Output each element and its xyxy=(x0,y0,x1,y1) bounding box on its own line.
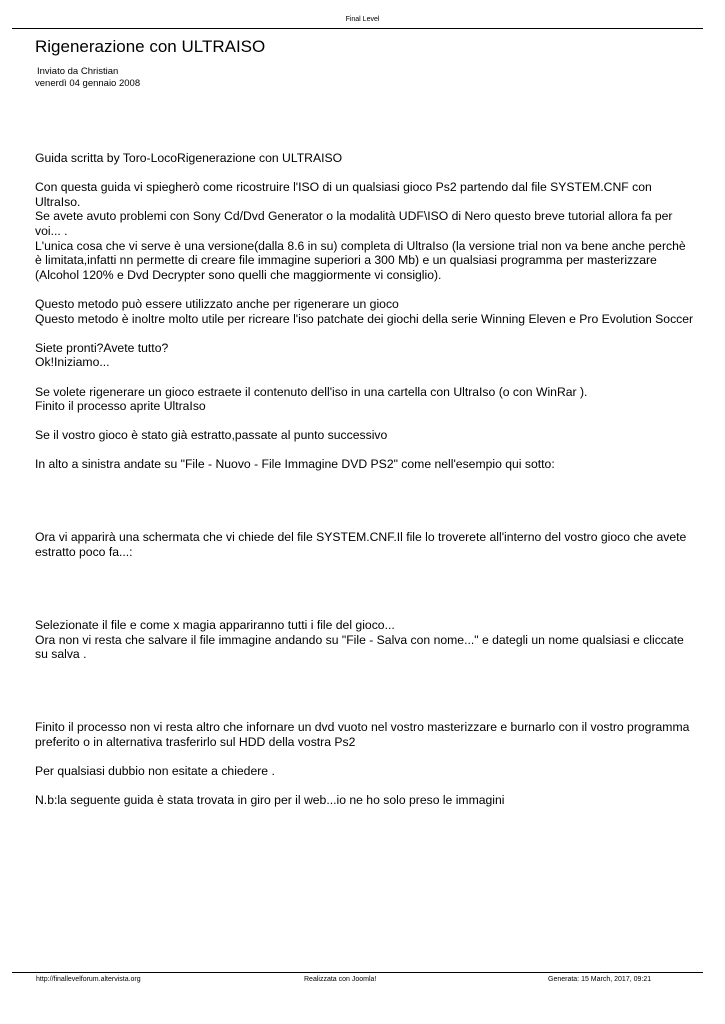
article-title: Rigenerazione con ULTRAISO xyxy=(35,37,266,56)
site-title: Final Level xyxy=(345,16,380,23)
header-divider xyxy=(12,28,703,29)
article-author: Inviato da Christian xyxy=(37,66,119,77)
paragraph-spacer xyxy=(35,589,695,604)
footer-generated-date: Generata: 15 March, 2017, 09:21 xyxy=(548,976,652,983)
paragraph-spacer xyxy=(35,166,695,181)
paragraph-spacer xyxy=(35,706,695,721)
article-date: venerdì 04 gennaio 2008 xyxy=(35,78,141,89)
paragraph-spacer xyxy=(35,370,695,385)
paragraph-spacer xyxy=(35,472,695,487)
footer-url[interactable]: http://finallevelforum.altervista.org xyxy=(36,976,141,983)
paragraph-spacer xyxy=(35,282,695,297)
paragraph-spacer xyxy=(35,501,695,516)
article-paragraph: Guida scritta by Toro-LocoRigenerazione con ULTRAISO xyxy=(35,151,343,165)
footer-powered-by: Realizzata con Joomla! xyxy=(304,976,377,983)
article-paragraph: Se il vostro gioco è stato già estratto,passate al punto successivo xyxy=(35,428,388,443)
paragraph-spacer xyxy=(35,414,695,429)
paragraph-spacer xyxy=(35,574,695,589)
article-paragraph: Questo metodo può essere utilizzato anche per rigenerare un gioco xyxy=(35,296,399,311)
paragraph-spacer xyxy=(35,749,695,764)
article-paragraph: Per qualsiasi dubbio non esitate a chiedere . xyxy=(35,763,275,778)
article-paragraph: In alto a sinistra andate su "File - Nuovo - File Immagine DVD PS2" come nell'esempio qui sotto: xyxy=(35,457,555,472)
article-paragraph: Questo metodo è inoltre molto utile per ricreare l'iso patchate dei giochi della serie Winning Eleven e Pro Evolution Soccer xyxy=(35,311,694,326)
article-body xyxy=(35,151,695,808)
paragraph-spacer xyxy=(35,487,695,502)
article-paragraph: Ok!Iniziamo... xyxy=(35,355,110,370)
paragraph-spacer xyxy=(35,326,695,341)
article-paragraph: Siete pronti?Avete tutto? xyxy=(35,340,169,355)
paragraph-spacer xyxy=(35,691,695,706)
article-paragraph: L'unica cosa che vi serve è una versione(dalla 8.6 in su) completa di UltraIso (la versione trial non va bene anche perchè è limitata,infatti nn permette di creare file immagine superiori a 300 Mb) e un qualsiasi programma per masterizzare (Alcohol 120% e Dvd Decrypter sono quelli che maggiormente vi consiglio). xyxy=(35,238,686,282)
article-paragraph: Finito il processo aprite UltraIso xyxy=(35,399,206,414)
footer-divider xyxy=(12,972,703,973)
article-paragraph: Ora vi apparirà una schermata che vi chiede del file SYSTEM.CNF.Il file lo troverete all'interno del vostro gioco che avete estratto poco fa...: xyxy=(35,530,687,560)
article-paragraph: Se avete avuto problemi con Sony Cd/Dvd Generator o la modalità UDF\ISO di Nero questo breve tutorial allora fa per voi... . xyxy=(35,209,673,238)
paragraph-spacer xyxy=(35,779,695,794)
article-paragraph: Finito il processo non vi resta altro che infornare un dvd vuoto nel vostro masterizzare e burnarlo con il vostro programma preferito o in alternativa trasferirlo sul HDD della vostra Ps2 xyxy=(35,720,690,749)
paragraph-spacer xyxy=(35,676,695,691)
article-paragraph: Se volete rigenerare un gioco estraete il contenuto dell'iso in una cartella con UltraIso (o con WinRar ). xyxy=(35,384,588,399)
paragraph-spacer xyxy=(35,603,695,618)
paragraph-spacer xyxy=(35,443,695,458)
article-paragraph: Con questa guida vi spiegherò come ricostruire l'ISO di un qualsiasi gioco Ps2 partendo dal file SYSTEM.CNF con UltraIso. xyxy=(35,180,652,209)
article-paragraph: Selezionate il file e come x magia appariranno tutti i file del gioco... xyxy=(35,618,395,632)
paragraph-spacer xyxy=(35,516,695,531)
article-paragraph: N.b:la seguente guida è stata trovata in giro per il web...io ne ho solo preso le immagini xyxy=(35,793,505,808)
article-paragraph: Ora non vi resta che salvare il file immagine andando su "File - Salva con nome..." e dategli un nome qualsiasi e cliccate su salva . xyxy=(35,632,684,662)
paragraph-spacer xyxy=(35,662,695,677)
paragraph-spacer xyxy=(35,560,695,575)
